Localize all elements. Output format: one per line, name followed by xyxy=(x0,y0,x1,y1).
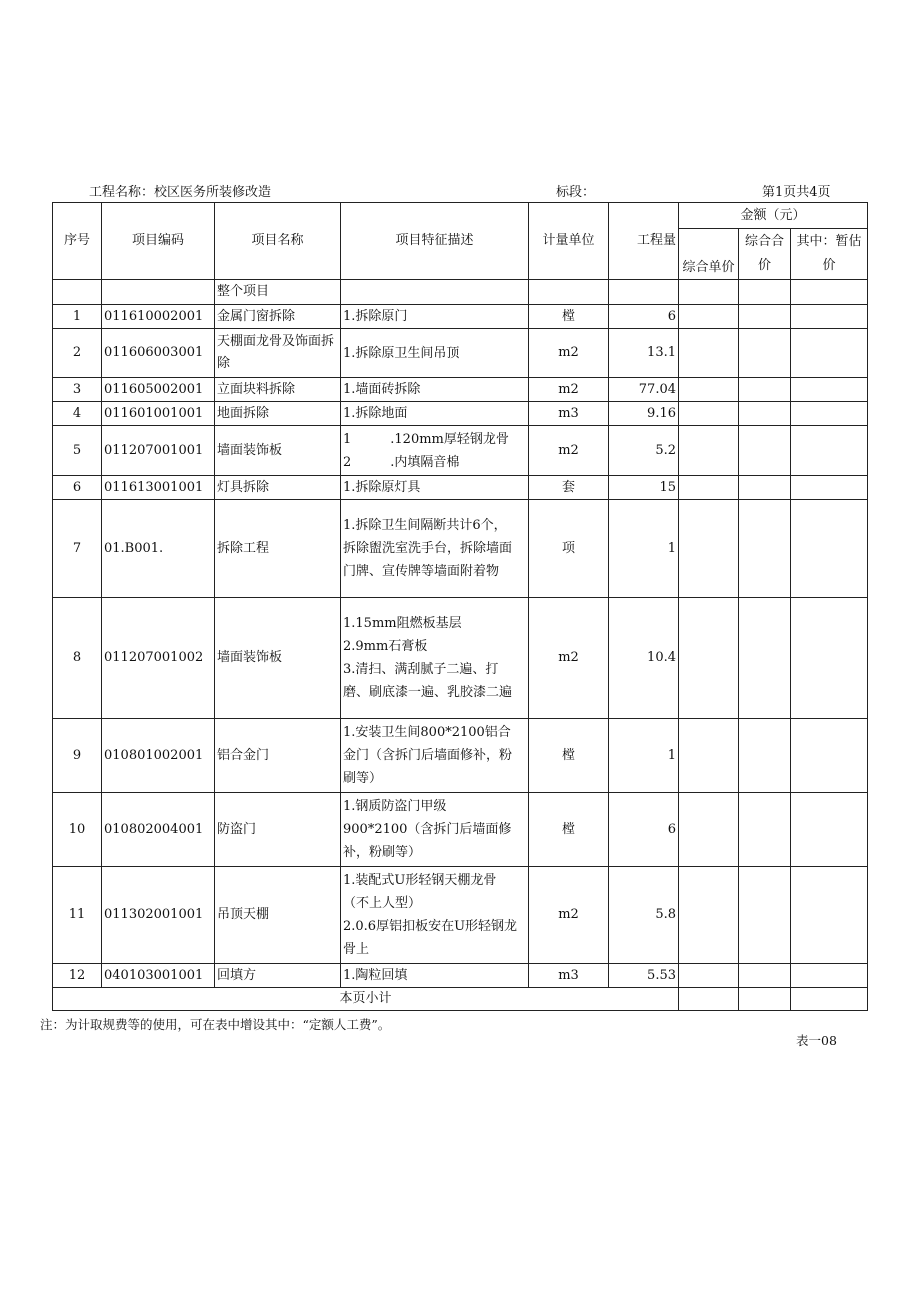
row-name: 拆除工程 xyxy=(215,500,341,598)
feature-line: 刷等） xyxy=(343,771,383,786)
row-features xyxy=(341,964,529,988)
row-features xyxy=(341,867,529,964)
row-unit: 套 xyxy=(529,476,609,500)
row-features xyxy=(341,378,529,402)
row-unit: m3 xyxy=(529,964,609,988)
row-total xyxy=(739,305,791,329)
row-seq: 6 xyxy=(53,476,102,500)
row-seq: 9 xyxy=(53,719,102,793)
table-row xyxy=(53,426,868,476)
row-provisional xyxy=(791,426,868,476)
row-features xyxy=(341,329,529,378)
row-qty: 1 xyxy=(609,719,679,793)
page-indicator: 第1页共4页 xyxy=(762,185,831,200)
row-unit: m2 xyxy=(529,329,609,378)
row-qty: 9.16 xyxy=(609,402,679,426)
feature-line: 金门（含拆门后墙面修补，粉 xyxy=(343,748,513,763)
table-row xyxy=(53,793,868,867)
feature-line: 1.钢质防盗门甲级 xyxy=(343,799,447,814)
row-features xyxy=(341,305,529,329)
col-feature-header: 项目特征描述 xyxy=(341,203,529,280)
row-provisional xyxy=(791,378,868,402)
row-seq: 10 xyxy=(53,793,102,867)
table-row xyxy=(53,867,868,964)
row-qty: 5.2 xyxy=(609,426,679,476)
feature-line: 1.墙面砖拆除 xyxy=(343,382,421,397)
feature-line: 1.拆除地面 xyxy=(343,406,408,421)
row-unit-price xyxy=(679,867,739,964)
row-total xyxy=(739,867,791,964)
row-qty: 5.53 xyxy=(609,964,679,988)
feature-line: 磨、刷底漆一遍、乳胶漆二遍 xyxy=(343,685,513,700)
row-name: 回填方 xyxy=(215,964,341,988)
row-provisional xyxy=(791,964,868,988)
col-total-header: 综合合价 xyxy=(739,229,791,280)
feature-line: 2 .内填隔音棉 xyxy=(343,454,460,470)
row-unit: m2 xyxy=(529,867,609,964)
col-code-header: 项目编码 xyxy=(102,203,215,280)
feature-line: 1.装配式U形轻钢天棚龙骨 xyxy=(343,873,497,888)
feature-line: 门牌、宣传牌等墙面附着物 xyxy=(343,564,500,579)
row-name: 灯具拆除 xyxy=(215,476,341,500)
row-unit-price xyxy=(679,305,739,329)
row-features xyxy=(341,402,529,426)
row-seq: 8 xyxy=(53,598,102,719)
table-row xyxy=(53,378,868,402)
row-qty: 13.1 xyxy=(609,329,679,378)
bill-of-quantities-table xyxy=(52,202,868,1011)
feature-line: 1.15mm阻燃板基层 xyxy=(343,616,462,631)
row-qty: 10.4 xyxy=(609,598,679,719)
row-code: 011601001001 xyxy=(102,402,215,426)
row-unit-price xyxy=(679,598,739,719)
col-qty-header: 工程量 xyxy=(609,203,679,280)
row-features xyxy=(341,793,529,867)
row-unit-price xyxy=(679,500,739,598)
row-unit: 樘 xyxy=(529,305,609,329)
row-qty: 1 xyxy=(609,500,679,598)
group-label: 整个项目 xyxy=(215,280,341,305)
row-unit-price xyxy=(679,476,739,500)
row-code: 011207001002 xyxy=(102,598,215,719)
row-code: 011610002001 xyxy=(102,305,215,329)
subtotal-row xyxy=(53,988,868,1011)
row-name: 墙面装饰板 xyxy=(215,598,341,719)
row-provisional xyxy=(791,305,868,329)
row-code: 010801002001 xyxy=(102,719,215,793)
feature-line: 2.0.6厚铝扣板安在U形轻钢龙 xyxy=(343,919,518,934)
row-qty: 6 xyxy=(609,793,679,867)
col-unit-price-header: 综合单价 xyxy=(679,229,739,280)
subtotal-label: 本页小计 xyxy=(53,988,679,1011)
row-seq: 11 xyxy=(53,867,102,964)
row-unit: m2 xyxy=(529,378,609,402)
feature-line: 3.清扫、满刮腻子二遍、打 xyxy=(343,662,499,677)
row-code: 011302001001 xyxy=(102,867,215,964)
row-total xyxy=(739,719,791,793)
col-amount-header: 金额（元） xyxy=(679,203,868,229)
project-name: 工程名称：校区医务所装修改造 xyxy=(89,185,272,200)
row-code: 011606003001 xyxy=(102,329,215,378)
row-provisional xyxy=(791,500,868,598)
row-total xyxy=(739,964,791,988)
row-seq: 12 xyxy=(53,964,102,988)
row-unit-price xyxy=(679,402,739,426)
row-seq: 2 xyxy=(53,329,102,378)
feature-line: 1.安装卫生间800*2100铝合 xyxy=(343,725,511,740)
row-unit-price xyxy=(679,426,739,476)
row-unit-price xyxy=(679,378,739,402)
row-provisional xyxy=(791,329,868,378)
feature-line: 骨上 xyxy=(343,942,370,957)
feature-line: 1.拆除原灯具 xyxy=(343,480,421,495)
table-row xyxy=(53,305,868,329)
row-unit-price xyxy=(679,329,739,378)
row-total xyxy=(739,329,791,378)
feature-line: 拆除盥洗室洗手台，拆除墙面 xyxy=(343,541,513,556)
row-name: 墙面装饰板 xyxy=(215,426,341,476)
row-qty: 5.8 xyxy=(609,867,679,964)
row-provisional xyxy=(791,402,868,426)
subtotal-cell xyxy=(791,988,868,1011)
row-unit: m3 xyxy=(529,402,609,426)
section-label: 标段： xyxy=(556,185,596,200)
row-seq: 5 xyxy=(53,426,102,476)
feature-line: 1 .120mm厚轻钢龙骨 xyxy=(343,431,509,447)
col-name-header: 项目名称 xyxy=(215,203,341,280)
row-unit-price xyxy=(679,793,739,867)
row-provisional xyxy=(791,719,868,793)
row-total xyxy=(739,598,791,719)
row-features xyxy=(341,476,529,500)
row-seq: 1 xyxy=(53,305,102,329)
row-total xyxy=(739,378,791,402)
row-provisional xyxy=(791,598,868,719)
row-code: 040103001001 xyxy=(102,964,215,988)
feature-line: 1.拆除原卫生间吊顶 xyxy=(343,345,460,361)
row-name: 天棚面龙骨及饰面拆除 xyxy=(215,329,341,378)
row-total xyxy=(739,426,791,476)
table-row xyxy=(53,719,868,793)
form-number: 表一08 xyxy=(796,1033,837,1048)
row-unit-price xyxy=(679,964,739,988)
row-features xyxy=(341,500,529,598)
row-code: 011605002001 xyxy=(102,378,215,402)
row-name: 金属门窗拆除 xyxy=(215,305,341,329)
table-row xyxy=(53,598,868,719)
row-provisional xyxy=(791,867,868,964)
feature-line: 900*2100（含拆门后墙面修 xyxy=(343,822,512,837)
row-qty: 6 xyxy=(609,305,679,329)
group-row xyxy=(53,280,868,305)
row-name: 立面块料拆除 xyxy=(215,378,341,402)
row-code: 011207001001 xyxy=(102,426,215,476)
row-total xyxy=(739,793,791,867)
row-name: 吊顶天棚 xyxy=(215,867,341,964)
row-seq: 4 xyxy=(53,402,102,426)
row-unit: m2 xyxy=(529,426,609,476)
table-row xyxy=(53,500,868,598)
footnote: 注：为计取规费等的使用，可在表中增设其中：“定额人工费”。 xyxy=(40,1017,391,1032)
row-total xyxy=(739,500,791,598)
row-total xyxy=(739,402,791,426)
feature-line: 1.拆除原门 xyxy=(343,309,408,324)
row-seq: 3 xyxy=(53,378,102,402)
row-features xyxy=(341,719,529,793)
row-name: 防盗门 xyxy=(215,793,341,867)
row-name: 铝合金门 xyxy=(215,719,341,793)
row-unit: 樘 xyxy=(529,793,609,867)
row-unit: 项 xyxy=(529,500,609,598)
table-row xyxy=(53,329,868,378)
feature-line: 1.拆除卫生间隔断共计6个， xyxy=(343,518,507,533)
row-total xyxy=(739,476,791,500)
header-row-1 xyxy=(53,203,868,229)
row-unit-price xyxy=(679,719,739,793)
row-features xyxy=(341,598,529,719)
col-seq-header: 序号 xyxy=(53,203,102,280)
feature-line: （不上人型） xyxy=(343,896,422,911)
table-row xyxy=(53,402,868,426)
row-qty: 15 xyxy=(609,476,679,500)
feature-line: 2.9mm石膏板 xyxy=(343,639,428,654)
feature-line: 补，粉刷等） xyxy=(343,845,422,860)
col-unit-header: 计量单位 xyxy=(529,203,609,280)
feature-line: 1.陶粒回填 xyxy=(343,968,408,983)
row-seq: 7 xyxy=(53,500,102,598)
row-unit: 樘 xyxy=(529,719,609,793)
row-provisional xyxy=(791,476,868,500)
row-code: 011613001001 xyxy=(102,476,215,500)
row-code: 01.B001. xyxy=(102,500,215,598)
subtotal-cell xyxy=(739,988,791,1011)
table-row xyxy=(53,964,868,988)
subtotal-cell xyxy=(679,988,739,1011)
row-name: 地面拆除 xyxy=(215,402,341,426)
col-provisional-header: 其中：暂估价 xyxy=(791,229,868,280)
row-unit: m2 xyxy=(529,598,609,719)
row-provisional xyxy=(791,793,868,867)
row-code: 010802004001 xyxy=(102,793,215,867)
row-qty: 77.04 xyxy=(609,378,679,402)
row-features xyxy=(341,426,529,476)
table-row xyxy=(53,476,868,500)
